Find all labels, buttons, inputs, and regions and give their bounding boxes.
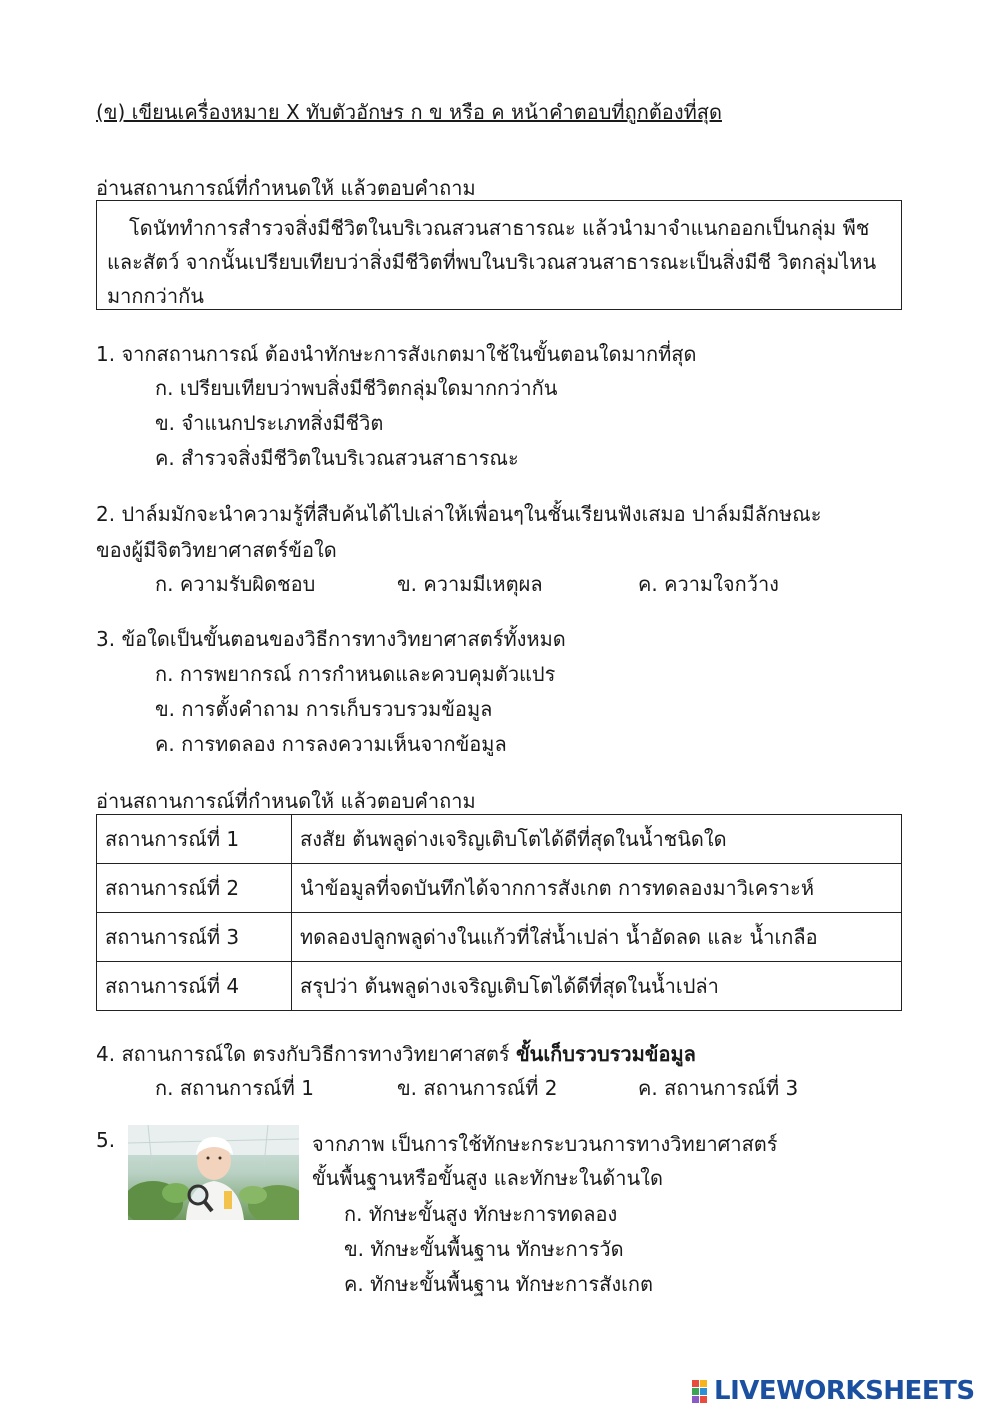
situation-text: สรุปว่า ต้นพลูด่างเจริญเติบโตได้ดีที่สุดในน้ำเปล่า	[292, 962, 902, 1011]
situation-label: สถานการณ์ที่ 4	[97, 962, 292, 1011]
girl-with-magnifying-glass-photo	[128, 1125, 299, 1220]
logo-text: LIVEWORKSHEETS	[714, 1376, 975, 1406]
q2-option-c[interactable]: ค. ความใจกว้าง	[638, 572, 779, 596]
situations-intro: อ่านสถานการณ์ที่กำหนดให้ แล้วตอบคำถาม	[96, 789, 476, 813]
logo-mark-icon	[692, 1378, 710, 1404]
question-4	[96, 1038, 696, 1070]
situations-table	[96, 814, 902, 1011]
table-row	[97, 913, 902, 962]
table-row	[97, 864, 902, 913]
situation-label: สถานการณ์ที่ 3	[97, 913, 292, 962]
q2-option-b[interactable]: ข. ความมีเหตุผล	[397, 572, 543, 596]
q1-option-b[interactable]: ข. จำแนกประเภทสิ่งมีชีวิต	[155, 411, 384, 435]
question-2-line-2: ของผู้มีจิตวิทยาศาสตร์ข้อใด	[96, 538, 337, 562]
q1-option-a[interactable]: ก. เปรียบเทียบว่าพบสิ่งมีชีวิตกลุ่มใดมากกว่ากัน	[155, 376, 558, 400]
situation-label: สถานการณ์ที่ 1	[97, 815, 292, 864]
table-row	[97, 815, 902, 864]
q5-option-a[interactable]: ก. ทักษะขั้นสูง ทักษะการทดลอง	[344, 1202, 618, 1226]
question-1: 1. จากสถานการณ์ ต้องนำทักษะการสังเกตมาใช้ในขั้นตอนใดมากที่สุด	[96, 342, 697, 366]
liveworksheets-logo	[692, 1376, 975, 1406]
passage-text: โดนัททำการสำรวจสิ่งมีชีวิตในบริเวณสวนสาธารณะ แล้วนำมาจำแนกออกเป็นกลุ่ม พืชและสัตว์ จากนั้นเปรียบเทียบว่าสิ่งมีชีวิตที่พบในบริเวณสวนสาธารณะเป็นสิ่งมีชี วิตกลุ่มไหนมากกว่ากัน	[107, 216, 877, 308]
q2-option-a[interactable]: ก. ความรับผิดชอบ	[155, 572, 316, 596]
question-5-number: 5.	[96, 1128, 116, 1152]
situation-text: นำข้อมูลที่จดบันทึกได้จากการสังเกต การทดลองมาวิเคราะห์	[292, 864, 902, 913]
situation-label: สถานการณ์ที่ 2	[97, 864, 292, 913]
passage-box	[96, 200, 902, 310]
q3-option-b[interactable]: ข. การตั้งคำถาม การเก็บรวบรวมข้อมูล	[155, 697, 493, 721]
situation-text: ทดลองปลูกพลูด่างในแก้วที่ใส่น้ำเปล่า น้ำอัดลด และ น้ำเกลือ	[292, 913, 902, 962]
instruction-header: (ข) เขียนเครื่องหมาย X ทับตัวอักษร ก ข หรือ ค หน้าคำตอบที่ถูกต้องที่สุด	[96, 100, 722, 124]
q5-option-c[interactable]: ค. ทักษะขั้นพื้นฐาน ทักษะการสังเกต	[344, 1272, 654, 1296]
question-4-text: 4. สถานการณ์ใด ตรงกับวิธีการทางวิทยาศาสตร์	[96, 1042, 516, 1066]
question-4-emphasis: ขั้นเก็บรวบรวมข้อมูล	[516, 1042, 696, 1066]
q4-option-b[interactable]: ข. สถานการณ์ที่ 2	[397, 1076, 558, 1100]
q5-option-b[interactable]: ข. ทักษะขั้นพื้นฐาน ทักษะการวัด	[344, 1237, 624, 1261]
situation-text: สงสัย ต้นพลูด่างเจริญเติบโตได้ดีที่สุดในน้ำชนิดใด	[292, 815, 902, 864]
q1-option-c[interactable]: ค. สำรวจสิ่งมีชีวิตในบริเวณสวนสาธารณะ	[155, 446, 519, 470]
q3-option-a[interactable]: ก. การพยากรณ์ การกำหนดและควบคุมตัวแปร	[155, 662, 556, 686]
q4-option-a[interactable]: ก. สถานการณ์ที่ 1	[155, 1076, 314, 1100]
question-3: 3. ข้อใดเป็นขั้นตอนของวิธีการทางวิทยาศาสตร์ทั้งหมด	[96, 627, 566, 651]
passage-intro: อ่านสถานการณ์ที่กำหนดให้ แล้วตอบคำถาม	[96, 176, 476, 200]
q3-option-c[interactable]: ค. การทดลอง การลงความเห็นจากข้อมูล	[155, 732, 507, 756]
table-row	[97, 962, 902, 1011]
question-5-line-1: จากภาพ เป็นการใช้ทักษะกระบวนการทางวิทยาศาสตร์	[312, 1132, 778, 1156]
question-2-line-1: 2. ปาล์มมักจะนำความรู้ที่สืบค้นได้ไปเล่าให้เพื่อนๆในชั้นเรียนฟังเสมอ ปาล์มมีลักษณะ	[96, 502, 822, 526]
q4-option-c[interactable]: ค. สถานการณ์ที่ 3	[638, 1076, 799, 1100]
question-5-line-2: ขั้นพื้นฐานหรือขั้นสูง และทักษะในด้านใด	[312, 1166, 663, 1190]
